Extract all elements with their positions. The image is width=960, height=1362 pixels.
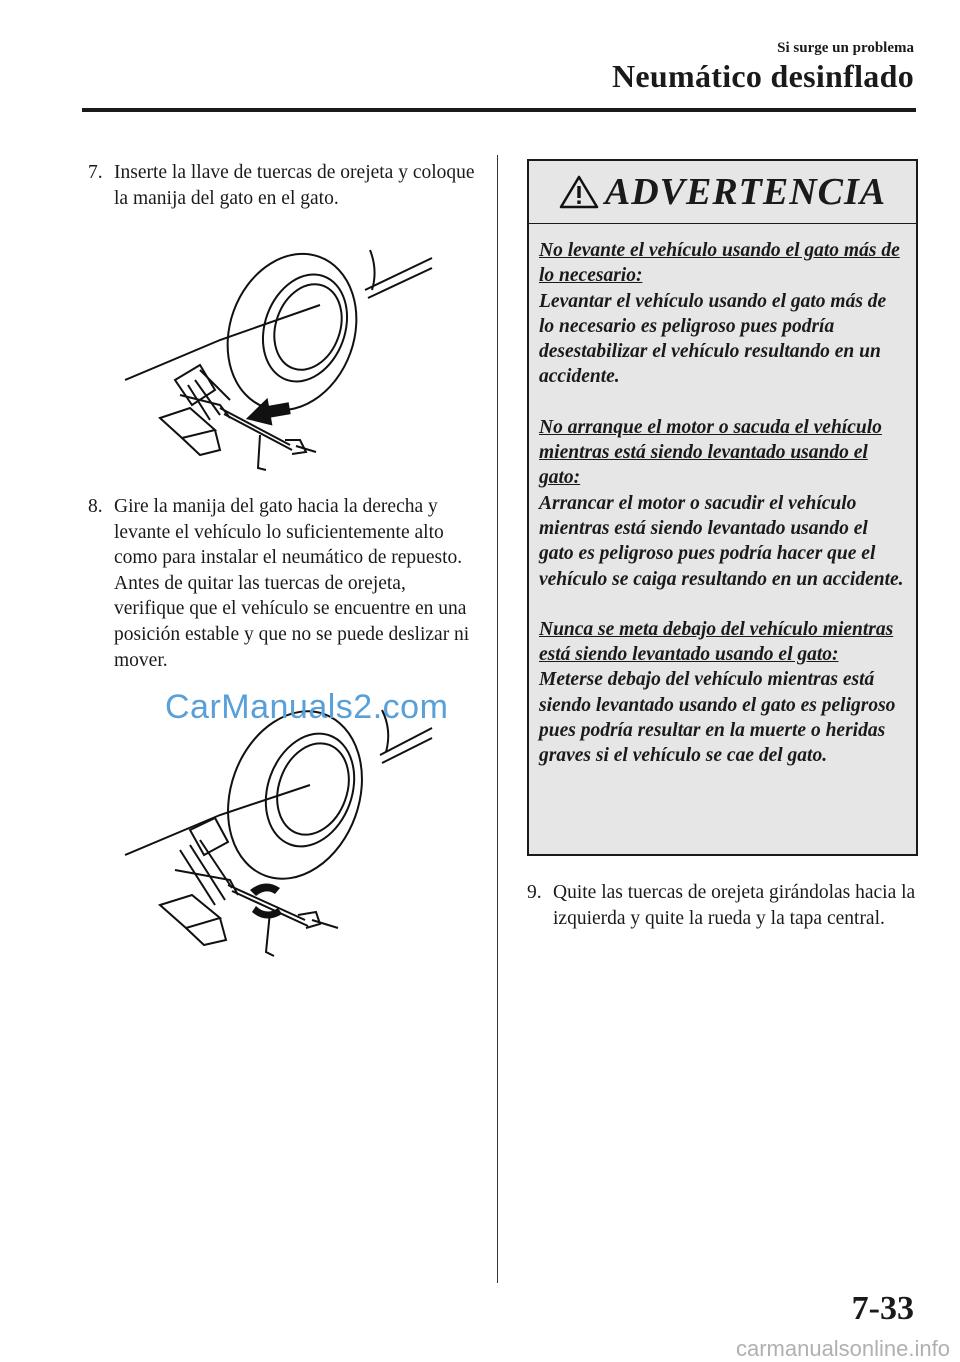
step-text: Inserte la llave de tuercas de orejeta y coloque la manija del gato en el gato. (114, 162, 475, 209)
step-8 (88, 494, 480, 673)
jack-insert-illustration (120, 240, 440, 475)
warning-item (539, 617, 906, 769)
warning-header (529, 161, 916, 224)
footer-site-link[interactable]: carmanualsonline.info (735, 1336, 950, 1361)
watermark: CarManuals2.com (165, 688, 449, 726)
header-rule (82, 108, 916, 112)
step-7 (88, 160, 480, 211)
jack-raise-illustration (120, 690, 440, 965)
step-number: 9. (527, 882, 542, 903)
warning-box (527, 159, 918, 856)
header-section: Si surge un problema (777, 40, 914, 56)
column-divider (497, 155, 498, 1283)
warning-item-text: Meterse debajo del vehículo mientras está siendo levantado usando el gato es peligroso pues podría resultar en la muerte o heridas graves si el vehículo se cae del gato. (539, 669, 896, 767)
warning-item-text: Arrancar el motor o sacudir el vehículo mientras está siendo levantado usando el gato es peligroso pues podría hacer que el vehículo se caiga resultando en un accidente. (539, 492, 904, 590)
step-text: Quite las tuercas de orejeta girándolas hacia la izquierda y quite la rueda y la tapa central. (553, 882, 916, 929)
step-text: Gire la manija del gato hacia la derecha y levante el vehículo lo suficientemente alto como para instalar el neumático de repuesto. Antes de quitar las tuercas de orejeta, verifique que el vehículo se encuentre en una posición estable y que no se puede deslizar ni mover. (114, 496, 470, 671)
warning-item-heading: No arranque el motor o sacuda el vehículo mientras está siendo levantado usando el gato: (539, 416, 882, 489)
warning-item (539, 238, 906, 390)
step-number: 8. (88, 496, 103, 517)
warning-item-heading: Nunca se meta debajo del vehículo mientras está siendo levantado usando el gato: (539, 618, 894, 666)
warning-body (529, 224, 916, 769)
step-9 (527, 880, 917, 931)
step-number: 7. (88, 162, 103, 183)
warning-item-text: Levantar el vehículo usando el gato más de lo necesario es peligroso pues podría desestabilizar el vehículo resultando en un accidente. (539, 290, 887, 388)
warning-item-heading: No levante el vehículo usando el gato más de lo necesario: (539, 240, 900, 287)
page-number: 7-33 (851, 1290, 914, 1327)
warning-item (539, 415, 906, 592)
warning-triangle-icon (559, 174, 599, 210)
page-title: Neumático desinflado (612, 58, 914, 94)
warning-title: ADVERTENCIA (604, 171, 887, 213)
